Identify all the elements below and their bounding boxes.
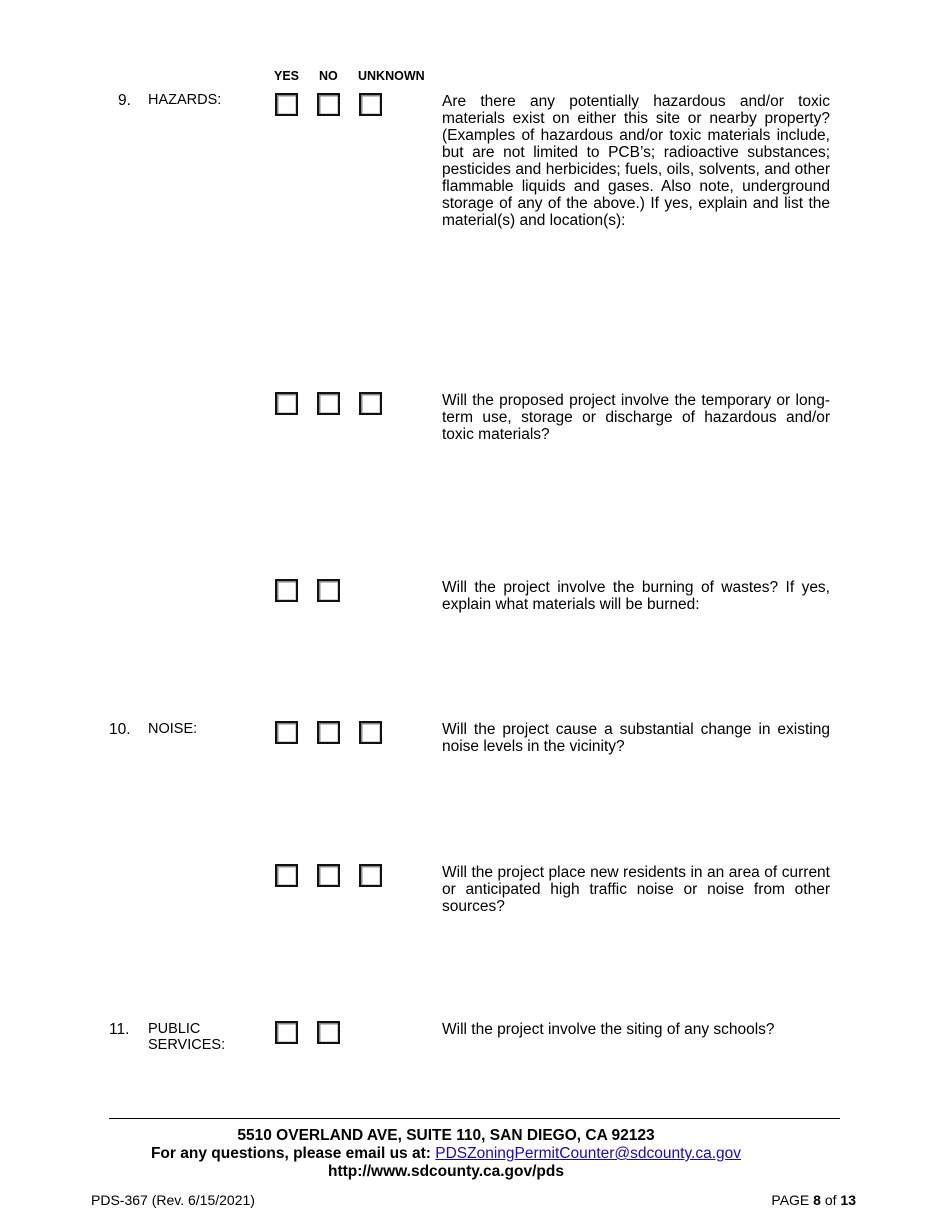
footer-address: 5510 OVERLAND AVE, SUITE 110, SAN DIEGO, CA 92123 (237, 1127, 655, 1144)
q4-yes-checkbox[interactable] (275, 721, 298, 744)
question-noise-change: Will the project cause a substantial change in existing noise levels in the vicinity? (442, 721, 830, 755)
q6-no-checkbox[interactable] (317, 1021, 340, 1044)
question-hazardous-materials-use: Will the proposed project involve the temporary or long-term use, storage or discharge of hazardous and/or toxic materials? (442, 392, 830, 443)
page-total: 13 (840, 1192, 856, 1208)
section-label-line1: PUBLIC (148, 1021, 201, 1037)
footer-website: http://www.sdcounty.ca.gov/pds (328, 1163, 564, 1180)
page-of: of (820, 1192, 841, 1208)
q2-yes-checkbox[interactable] (275, 392, 298, 415)
q2-no-checkbox[interactable] (317, 392, 340, 415)
section-number-noise: 10. (109, 721, 131, 738)
q1-no-checkbox[interactable] (317, 93, 340, 116)
section-label-public-services (148, 1021, 225, 1053)
q5-yes-checkbox[interactable] (275, 864, 298, 887)
yes-column-header: YES (274, 69, 300, 83)
q3-yes-checkbox[interactable] (275, 579, 298, 602)
q6-yes-checkbox[interactable] (275, 1021, 298, 1044)
page-current: 8 (813, 1192, 821, 1208)
question-siting-schools: Will the project involve the siting of any schools? (442, 1021, 775, 1038)
footer-contact-line (0, 1145, 892, 1163)
page-indicator (771, 1192, 856, 1208)
q2-unknown-checkbox[interactable] (359, 392, 382, 415)
footer-email-link[interactable]: PDSZoningPermitCounter@sdcounty.ca.gov (435, 1145, 742, 1162)
section-number-public-services: 11. (109, 1021, 130, 1038)
section-label-line2: SERVICES: (148, 1037, 226, 1053)
q4-no-checkbox[interactable] (317, 721, 340, 744)
q3-no-checkbox[interactable] (317, 579, 340, 602)
question-burning-wastes: Will the project involve the burning of wastes? If yes, explain what materials will be burned: (442, 579, 830, 613)
question-hazardous-materials-existing: Are there any potentially hazardous and/or toxic materials exist on either this site or nearby property? (Examples of hazardous and/or toxic materials include, but are not limited to PCB’s; radioactive substances; pesticides and herbicides; fuels, oils, solvents, and other flammable liquids and gases. Also note, underground storage of any of the above.) If yes, explain and list the material(s) and location(s): (442, 93, 830, 229)
q5-no-checkbox[interactable] (317, 864, 340, 887)
form-id: PDS-367 (Rev. 6/15/2021) (91, 1192, 255, 1208)
unknown-column-header: UNKNOWN (358, 69, 425, 83)
page-prefix: PAGE (771, 1192, 814, 1208)
no-column-header: NO (319, 69, 338, 83)
section-label-hazards: HAZARDS: (148, 92, 222, 108)
q4-unknown-checkbox[interactable] (359, 721, 382, 744)
q5-unknown-checkbox[interactable] (359, 864, 382, 887)
q1-yes-checkbox[interactable] (275, 93, 298, 116)
footer-questions-prefix: For any questions, please email us at: (150, 1145, 436, 1162)
q1-unknown-checkbox[interactable] (359, 93, 382, 116)
question-traffic-noise: Will the project place new residents in an area of current or anticipated high traffic noise or noise from other sources? (442, 864, 830, 915)
footer-divider (109, 1118, 840, 1119)
section-label-noise: NOISE: (148, 721, 198, 737)
section-number-hazards: 9. (118, 92, 131, 109)
